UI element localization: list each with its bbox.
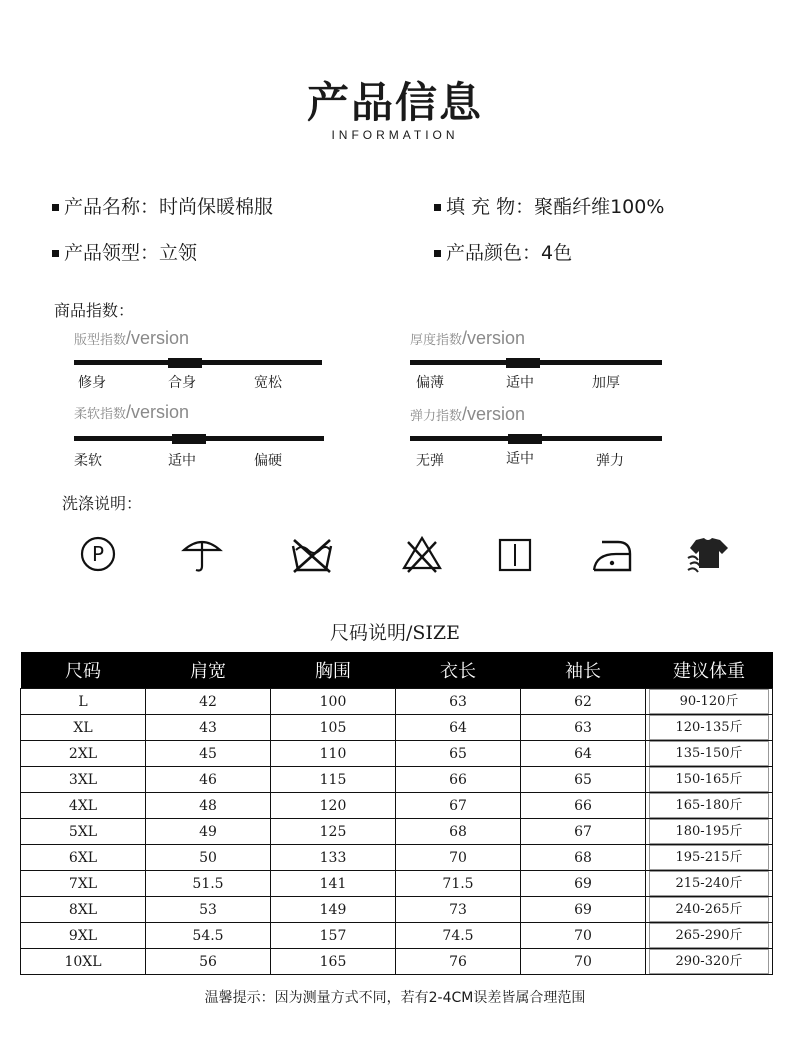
index-softness-tick: 柔软 [74, 453, 102, 469]
table-cell: 4XL [21, 793, 146, 819]
page-title: 产品信息 [306, 78, 483, 127]
table-cell: 157 [271, 923, 396, 949]
table-cell: 68 [396, 819, 521, 845]
table-cell: 63 [396, 689, 521, 715]
table-cell: 240-265斤 [646, 897, 773, 923]
table-cell: 165-180斤 [646, 793, 773, 819]
svg-text:P: P [91, 542, 105, 566]
table-cell: 53 [146, 897, 271, 923]
info-color: 产品颜色：4色 [434, 238, 572, 265]
table-row [21, 923, 773, 949]
table-row [21, 715, 773, 741]
table-row [21, 741, 773, 767]
professional-dry-clean-icon [76, 532, 120, 576]
index-section-label: 商品指数： [54, 301, 135, 320]
table-cell: 215-240斤 [646, 871, 773, 897]
table-cell: 125 [271, 819, 396, 845]
table-cell: 50 [146, 845, 271, 871]
bullet-icon [434, 250, 441, 257]
table-cell: 105 [271, 715, 396, 741]
table-cell: 69 [521, 871, 646, 897]
table-cell: 64 [396, 715, 521, 741]
index-softness-tick: 偏硬 [254, 453, 282, 469]
info-name: 产品名称：时尚保暖棉服 [52, 192, 273, 219]
index-fit-tick: 合身 [168, 375, 196, 391]
index-thickness-tick: 适中 [506, 375, 534, 391]
bullet-icon [52, 204, 59, 211]
table-cell: 67 [396, 793, 521, 819]
table-cell: 6XL [21, 845, 146, 871]
table-cell: 70 [396, 845, 521, 871]
info-filling: 填 充 物：聚酯纤维100% [434, 192, 664, 219]
table-cell: 8XL [21, 897, 146, 923]
do-not-wash-icon [290, 532, 334, 576]
size-title: 尺码说明/SIZE [330, 622, 460, 644]
index-fit-tick: 宽松 [254, 375, 282, 391]
table-cell: 70 [521, 923, 646, 949]
bullet-icon [434, 204, 441, 211]
table-cell: 7XL [21, 871, 146, 897]
measurement-note: 温馨提示：因为测量方式不同，若有2-4CM误差皆属合理范围 [204, 990, 586, 1006]
index-elasticity-title: 弹力指数/version [410, 404, 526, 424]
table-cell: 63 [521, 715, 646, 741]
table-cell: 74.5 [396, 923, 521, 949]
index-thickness-title: 厚度指数/version [410, 328, 526, 348]
table-cell: L [21, 689, 146, 715]
col-header: 袖长 [521, 652, 646, 689]
table-cell: 150-165斤 [646, 767, 773, 793]
index-thickness-tick: 偏薄 [416, 375, 444, 391]
table-row [21, 767, 773, 793]
shirt-icon [686, 532, 730, 576]
table-row [21, 819, 773, 845]
table-row [21, 897, 773, 923]
table-cell: 51.5 [146, 871, 271, 897]
col-header: 衣长 [396, 652, 521, 689]
table-cell: 120 [271, 793, 396, 819]
table-cell: 66 [521, 793, 646, 819]
info-collar: 产品领型：立领 [52, 238, 197, 265]
index-elasticity-marker [508, 434, 542, 444]
table-row [21, 845, 773, 871]
table-cell: 100 [271, 689, 396, 715]
table-cell: 120-135斤 [646, 715, 773, 741]
table-cell: 195-215斤 [646, 845, 773, 871]
table-row [21, 949, 773, 975]
table-cell: 45 [146, 741, 271, 767]
table-cell: 165 [271, 949, 396, 975]
col-header: 肩宽 [146, 652, 271, 689]
table-row [21, 793, 773, 819]
index-thickness-marker [506, 358, 540, 368]
index-elasticity-tick: 无弹 [416, 453, 444, 469]
table-row [21, 689, 773, 715]
line-dry-icon [494, 532, 538, 576]
col-header: 尺码 [21, 652, 146, 689]
index-elasticity-tick: 弹力 [596, 453, 624, 469]
do-not-bleach-icon [400, 532, 444, 576]
table-cell: 49 [146, 819, 271, 845]
table-cell: 70 [521, 949, 646, 975]
wash-section-label: 洗涤说明： [62, 494, 143, 513]
table-cell: 67 [521, 819, 646, 845]
table-cell: 54.5 [146, 923, 271, 949]
table-cell: 73 [396, 897, 521, 923]
table-cell: 65 [396, 741, 521, 767]
table-cell: 65 [521, 767, 646, 793]
index-thickness-tick: 加厚 [592, 375, 620, 391]
table-cell: 9XL [21, 923, 146, 949]
table-cell: 56 [146, 949, 271, 975]
table-cell: 290-320斤 [646, 949, 773, 975]
table-cell: 265-290斤 [646, 923, 773, 949]
table-cell: 71.5 [396, 871, 521, 897]
table-cell: 43 [146, 715, 271, 741]
index-fit-title: 版型指数/version [74, 328, 190, 348]
table-cell: 115 [271, 767, 396, 793]
table-cell: 149 [271, 897, 396, 923]
index-softness-title: 柔软指数/version [74, 402, 190, 422]
table-cell: 76 [396, 949, 521, 975]
table-row [21, 871, 773, 897]
page-subtitle: INFORMATION [331, 128, 459, 142]
table-cell: 64 [521, 741, 646, 767]
table-cell: 5XL [21, 819, 146, 845]
table-cell: 62 [521, 689, 646, 715]
table-cell: 69 [521, 897, 646, 923]
table-cell: 66 [396, 767, 521, 793]
index-fit-tick: 修身 [78, 375, 106, 391]
col-header: 建议体重 [646, 652, 773, 689]
table-cell: 141 [271, 871, 396, 897]
table-cell: 3XL [21, 767, 146, 793]
table-cell: 90-120斤 [646, 689, 773, 715]
index-elasticity-tick: 适中 [506, 451, 534, 467]
table-cell: 135-150斤 [646, 741, 773, 767]
table-cell: 10XL [21, 949, 146, 975]
umbrella-icon [180, 532, 224, 576]
table-cell: 48 [146, 793, 271, 819]
table-cell: 133 [271, 845, 396, 871]
col-header: 胸围 [271, 652, 396, 689]
table-cell: 46 [146, 767, 271, 793]
size-table [20, 652, 773, 975]
index-softness-marker [172, 434, 206, 444]
size-table-header [21, 652, 773, 689]
table-cell: XL [21, 715, 146, 741]
table-cell: 110 [271, 741, 396, 767]
table-cell: 42 [146, 689, 271, 715]
index-fit-marker [168, 358, 202, 368]
iron-icon [590, 532, 634, 576]
table-cell: 68 [521, 845, 646, 871]
index-softness-tick: 适中 [168, 453, 196, 469]
table-cell: 2XL [21, 741, 146, 767]
table-cell: 180-195斤 [646, 819, 773, 845]
bullet-icon [52, 250, 59, 257]
